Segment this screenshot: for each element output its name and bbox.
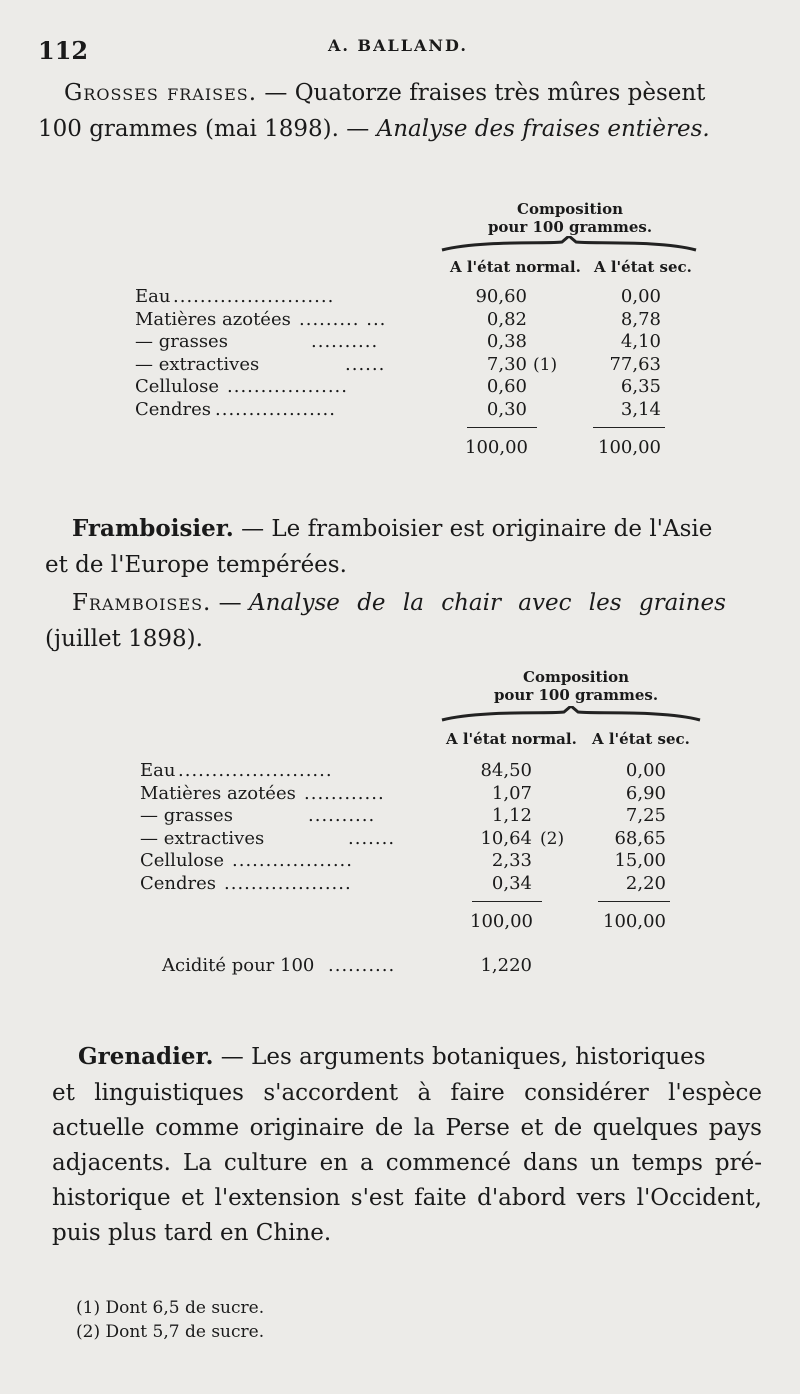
total-rule-normal xyxy=(472,901,542,902)
total-row xyxy=(135,437,695,459)
row-dots: .................. xyxy=(215,398,336,420)
value-sec: 6,35 xyxy=(620,376,661,397)
total-rule-sec xyxy=(598,901,670,902)
row-dots: .................. xyxy=(227,376,348,397)
value-normal: 84,50 xyxy=(480,760,532,781)
grosses-fraises-text1: — Quatorze fraises très mûres pèsent xyxy=(257,80,706,106)
table-row xyxy=(140,873,700,895)
grosses-fraises-line2 xyxy=(38,112,710,146)
row-label: — extractives xyxy=(140,827,265,849)
framboisier-text1: — Le framboisier est originaire de l'Asie xyxy=(233,516,713,542)
running-head: A. BALLAND. xyxy=(328,36,468,55)
grosses-fraises-analysis-italic: Analyse des fraises entières. xyxy=(376,116,710,142)
table-row xyxy=(135,399,695,421)
value-sec: 6,90 xyxy=(625,782,666,804)
total-normal: 100,00 xyxy=(470,911,533,932)
acidity-value: 1,220 xyxy=(480,955,532,976)
row-label: Cendres xyxy=(140,872,217,894)
table1-col-normal: A l'état normal. xyxy=(450,258,581,276)
total-rule-sec xyxy=(593,427,665,428)
row-dots: ............ xyxy=(304,782,385,804)
value-normal: 0,60 xyxy=(486,376,527,397)
grosses-fraises-text2: 100 grammes (mai 1898). — xyxy=(38,116,370,142)
grosses-fraises-line1 xyxy=(64,76,754,110)
row-dots: .................. xyxy=(232,850,353,871)
value-sec: 0,00 xyxy=(625,760,666,781)
grenadier-line6: puis plus tard en Chine. xyxy=(52,1220,332,1246)
table1-brace xyxy=(440,236,698,256)
grenadier-line1 xyxy=(78,1040,768,1074)
row-label: — grasses xyxy=(140,805,233,826)
value-normal: 1,07 xyxy=(491,782,532,804)
total-row xyxy=(140,911,700,933)
table-row xyxy=(140,783,700,805)
row-dots: ....................... xyxy=(178,760,333,781)
table1-composition-heading xyxy=(460,200,680,236)
table-row xyxy=(135,309,695,331)
value-normal: 0,34 xyxy=(491,872,532,894)
page-number: 112 xyxy=(38,36,89,65)
row-label: Eau xyxy=(140,760,176,781)
total-normal: 100,00 xyxy=(465,437,528,458)
table-row xyxy=(140,805,700,827)
table-row xyxy=(135,376,695,398)
value-sec: 2,20 xyxy=(625,872,666,894)
row-label: Matières azotées xyxy=(140,782,296,804)
framboises-date: (juillet 1898). xyxy=(45,626,203,652)
grenadier-text1: — Les arguments botaniques, historiques xyxy=(213,1044,706,1070)
value-normal: 0,82 xyxy=(486,308,527,330)
row-dots: ....... xyxy=(348,827,396,849)
footnote-ref: (1) xyxy=(533,354,558,375)
acidity-row xyxy=(140,955,700,977)
row-dots: .......... xyxy=(308,805,376,826)
footnote-1: (1) Dont 6,5 de sucre. xyxy=(76,1298,265,1318)
grenadier-line4: adjacents. La culture en a commencé dans un temps pré- xyxy=(52,1150,762,1176)
row-label: Cellulose xyxy=(135,376,220,397)
row-dots: ........................ xyxy=(173,286,335,307)
framboises-heading: Framboises. xyxy=(72,590,212,616)
value-sec: 8,78 xyxy=(620,308,661,330)
row-label: — grasses xyxy=(135,331,228,352)
value-normal: 1,12 xyxy=(491,805,532,826)
value-normal: 0,38 xyxy=(486,331,527,352)
row-label: Cendres xyxy=(135,398,212,420)
table-row xyxy=(140,850,700,872)
total-sec: 100,00 xyxy=(603,911,666,932)
footnote-ref: (2) xyxy=(540,828,565,849)
row-dots: ................... xyxy=(224,872,352,894)
value-normal: 2,33 xyxy=(491,850,532,871)
framboises-line xyxy=(72,586,762,620)
table2-col-sec: A l'état sec. xyxy=(592,730,690,748)
grenadier-line3: actuelle comme originaire de la Perse et de quelques pays xyxy=(52,1115,762,1141)
table-row xyxy=(140,828,700,850)
value-normal: 0,30 xyxy=(486,398,527,420)
table2-col-normal: A l'état normal. xyxy=(446,730,577,748)
framboises-analysis-italic: Analyse de la chair avec les graines xyxy=(248,590,726,616)
table-row xyxy=(135,286,695,308)
framboisier-line1 xyxy=(72,512,762,546)
grenadier-line2: et linguistiques s'accordent à faire considérer l'espèce xyxy=(52,1080,762,1106)
table1 xyxy=(135,286,695,476)
framboises-dash: — xyxy=(211,590,249,616)
table1-composition-line1: Composition xyxy=(517,200,623,218)
value-sec: 15,00 xyxy=(614,850,666,871)
value-sec: 3,14 xyxy=(620,398,661,420)
framboisier-line2: et de l'Europe tempérées. xyxy=(45,552,347,578)
table1-col-sec: A l'état sec. xyxy=(594,258,692,276)
total-rule-normal xyxy=(467,427,537,428)
value-sec: 77,63 xyxy=(609,353,661,375)
grenadier-line5: historique et l'extension s'est faite d'abord vers l'Occident, xyxy=(52,1185,762,1211)
grenadier-title: Grenadier. xyxy=(78,1043,214,1070)
grosses-fraises-heading: Grosses fraises. xyxy=(64,80,258,106)
value-sec: 68,65 xyxy=(614,827,666,849)
acidity-dots: .......... xyxy=(328,955,396,976)
table-row xyxy=(135,331,695,353)
value-sec: 7,25 xyxy=(625,805,666,826)
row-dots: ......... ... xyxy=(299,308,387,330)
value-sec: 0,00 xyxy=(620,286,661,307)
row-dots: ...... xyxy=(345,353,386,375)
total-sec: 100,00 xyxy=(598,437,661,458)
value-sec: 4,10 xyxy=(620,331,661,352)
value-normal: 90,60 xyxy=(475,286,527,307)
table2-brace xyxy=(440,706,702,726)
acidity-label: Acidité pour 100 xyxy=(162,955,315,976)
table1-composition-line2: pour 100 grammes. xyxy=(487,218,653,236)
table2-composition-line2: pour 100 grammes. xyxy=(493,686,659,704)
row-label: Eau xyxy=(135,286,171,307)
row-label: Matières azotées xyxy=(135,308,291,330)
value-normal: 7,30 xyxy=(486,353,527,375)
table-row xyxy=(135,354,695,376)
row-label: Cellulose xyxy=(140,850,225,871)
table2 xyxy=(140,760,700,1000)
footnote-2: (2) Dont 5,7 de sucre. xyxy=(76,1322,265,1342)
table2-composition-heading xyxy=(466,668,686,704)
row-dots: .......... xyxy=(311,331,379,352)
table-row xyxy=(140,760,700,782)
table2-composition-line1: Composition xyxy=(523,668,629,686)
value-normal: 10,64 xyxy=(480,827,532,849)
framboisier-title: Framboisier. xyxy=(72,515,234,542)
row-label: — extractives xyxy=(135,353,260,375)
